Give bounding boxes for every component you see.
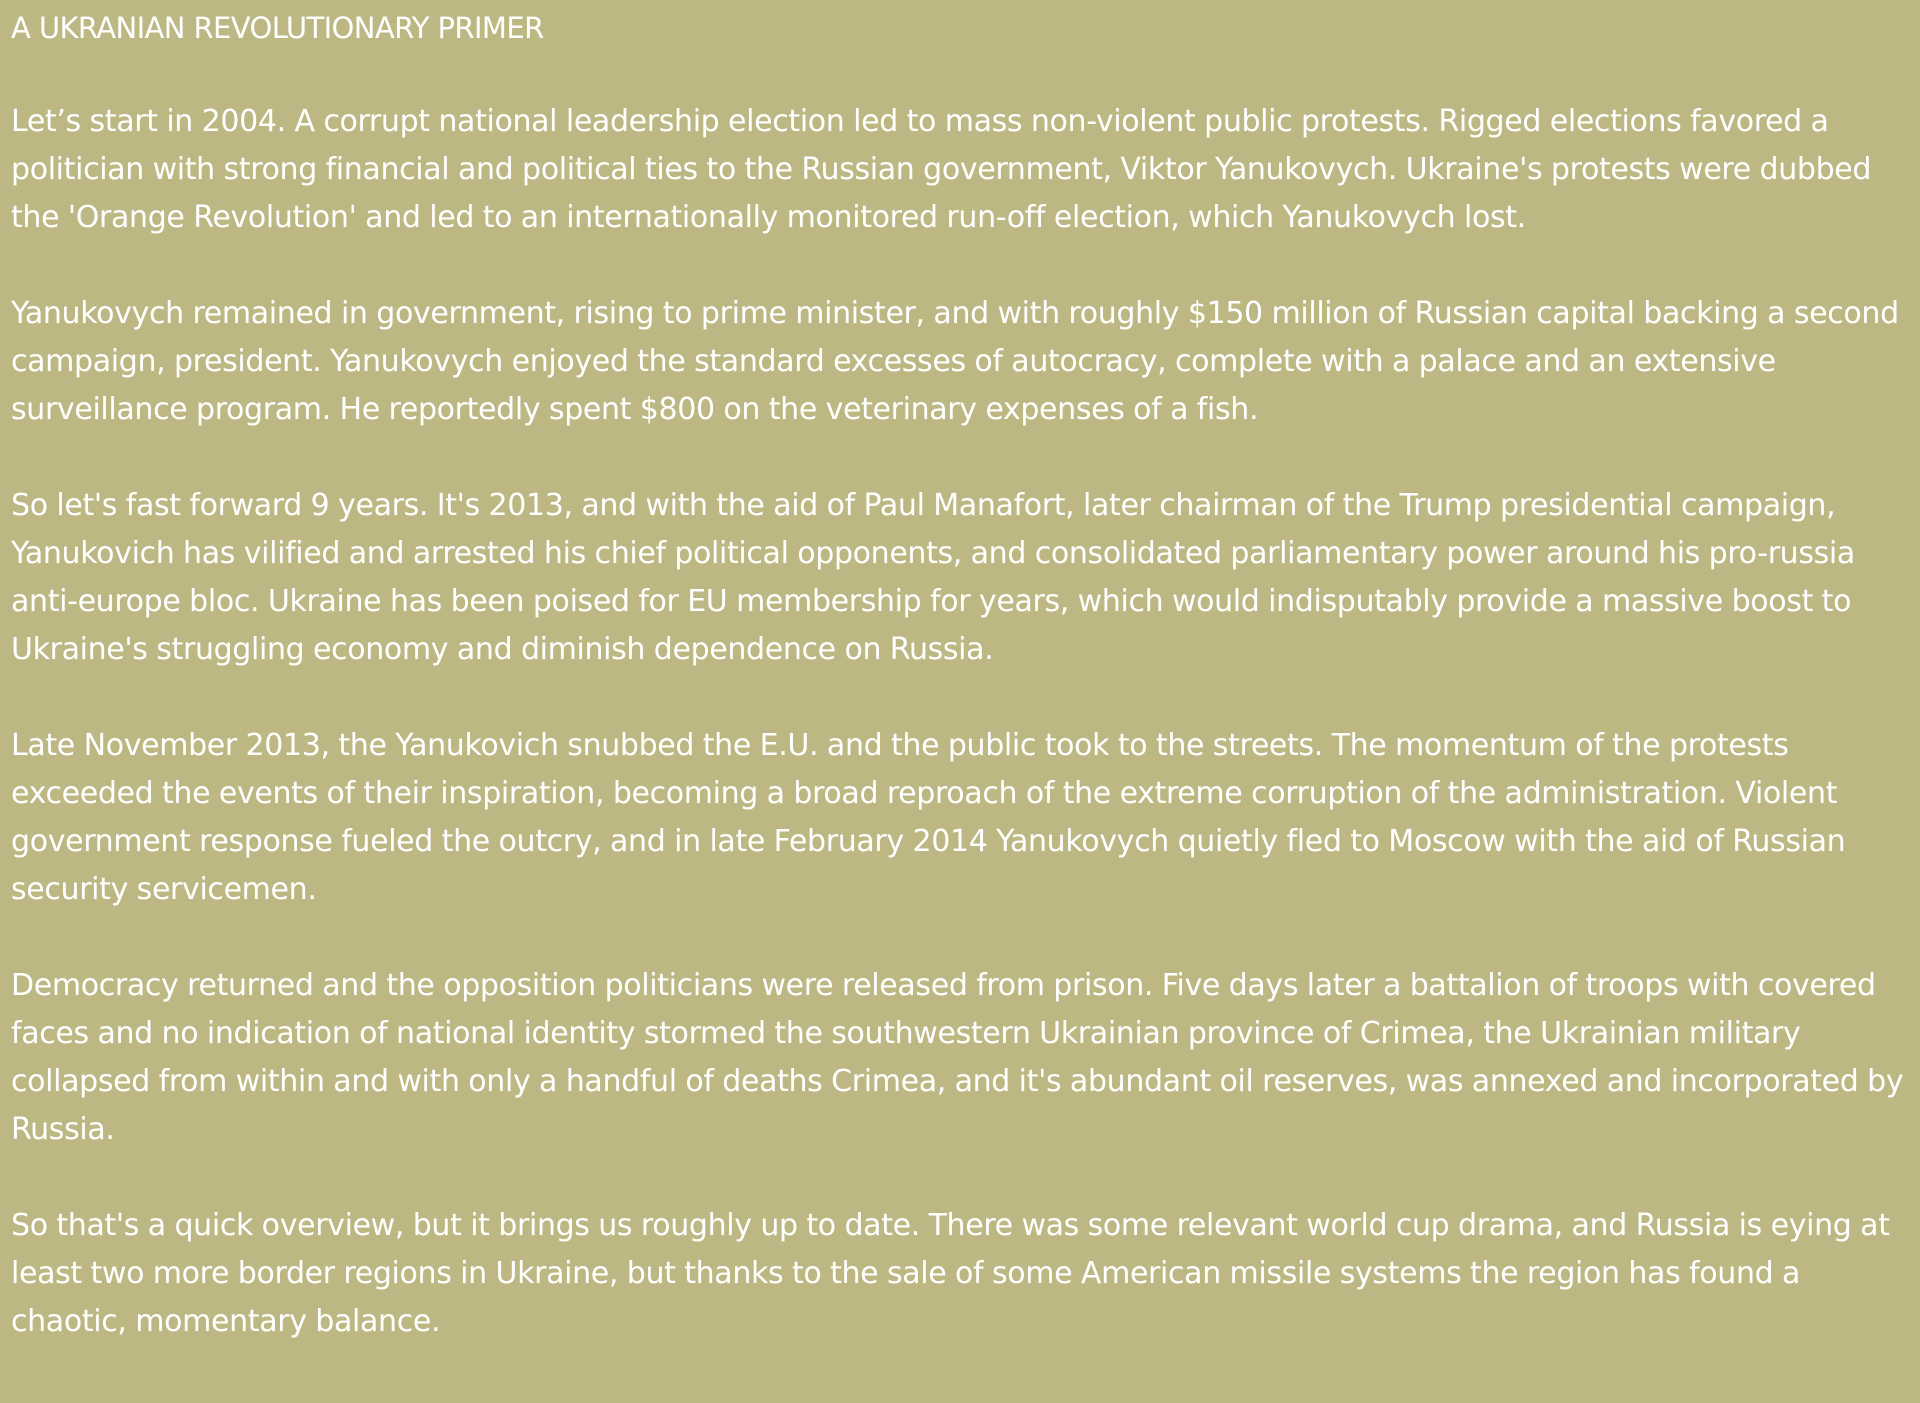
paragraph-november-2013-protests: Late November 2013, the Yanukovich snubbed the E.U. and the public took to the streets. The momentum of the protests exceeded the events of their inspiration, becoming a broad reproach of the extreme corruption of the administration. Violent government response fueled the outcry, and in late February 2014 Yanukovych quietly fled to Moscow with the aid of Russian security servicemen. bbox=[11, 728, 1846, 907]
paragraph-yanukovych-presidency: Yanukovych remained in government, rising to prime minister, and with roughly $150 million of Russian capital backing a second campaign, president. Yanukovych enjoyed the standard excesses of autocracy, complete with a palace and an extensive surveillance program. He reportedly spent $800 on the veterinary expenses of a fish. bbox=[11, 296, 1899, 427]
paragraph-crimea-annexation: Democracy returned and the opposition politicians were released from prison. Five days later a battalion of troops with covered faces and no indication of national identity stormed the southwestern Ukrainian province of Crimea, the Ukrainian military collapsed from within and with only a handful of deaths Crimea, and it's abundant oil reserves, was annexed and incorporated by Russia. bbox=[11, 968, 1904, 1147]
paragraph-overview-summary: So that's a quick overview, but it brings us roughly up to date. There was some relevant world cup drama, and Russia is eying at least two more border regions in Ukraine, but thanks to the sale of some American missile systems the region has found a chaotic, momentary balance. bbox=[11, 1208, 1890, 1339]
paragraph-2013-consolidation: So let's fast forward 9 years. It's 2013, and with the aid of Paul Manafort, later chairman of the Trump presidential campaign, Yanukovich has vilified and arrested his chief political opponents, and consolidated parliamentary power around his pro-russia anti-europe bloc. Ukraine has been poised for EU membership for years, which would indisputably provide a massive boost to Ukraine's struggling economy and diminish dependence on Russia. bbox=[11, 488, 1855, 667]
paragraph-2004-election: Let’s start in 2004. A corrupt national leadership election led to mass non-violent public protests. Rigged elections favored a politician with strong financial and political ties to the Russian government, Viktor Yanukovych. Ukraine's protests were dubbed the 'Orange Revolution' and led to an internationally monitored run-off election, which Yanukovych lost. bbox=[11, 104, 1872, 235]
document-title: A UKRANIAN REVOLUTIONARY PRIMER bbox=[11, 11, 544, 45]
